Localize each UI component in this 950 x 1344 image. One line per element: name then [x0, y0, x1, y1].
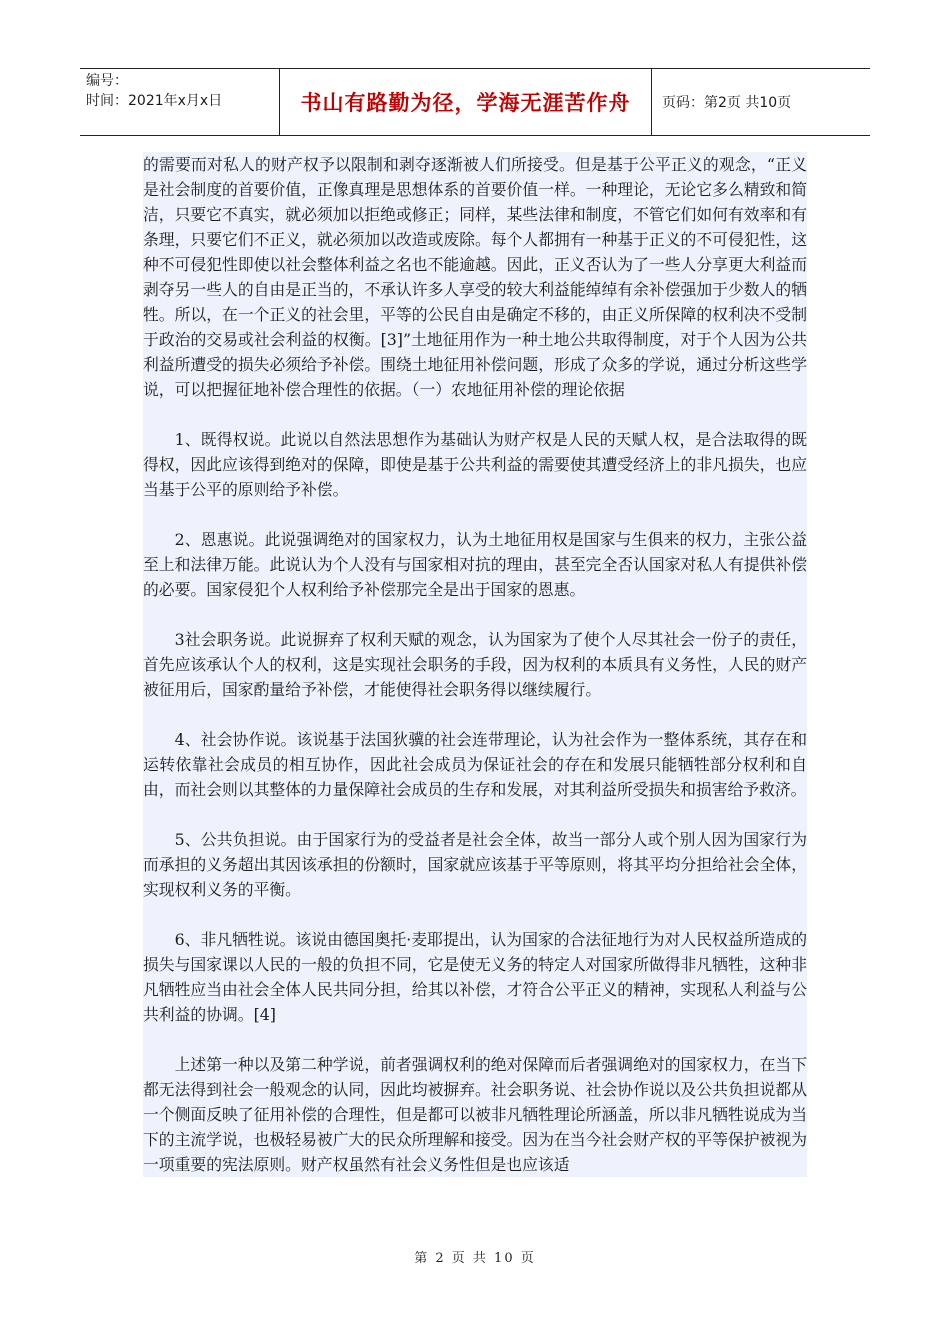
paragraph-theory-6: 6、非凡牺牲说。该说由德国奥托·麦耶提出，认为国家的合法征地行为对人民权益所造成的损失与国家课以人民的一般的负担不同，它是使无义务的特定人对国家所做得非凡牺牲，这种非凡牺牲应当由社会全体人民共同分担，给其以补偿，才符合公平正义的精神，实现私人利益与公共利益的协调。[4]: [143, 930, 807, 1024]
header-page-number: 页码：第2页 共10页: [662, 95, 792, 111]
document-code-label: 编号：: [86, 73, 128, 89]
page-footer: 第 2 页 共 10 页: [414, 1251, 536, 1266]
paragraph-theory-1: 1、既得权说。此说以自然法思想作为基础认为财产权是人民的天赋人权，是合法取得的既得权，因此应该得到绝对的保障，即使是基于公共利益的需要使其遭受经济上的非凡损失，也应当基于公平的原则给予补偿。: [143, 430, 807, 499]
paragraph-theory-2: 2、恩惠说。此说强调绝对的国家权力，认为土地征用权是国家与生俱来的权力，主张公益至上和法律万能。此说认为个人没有与国家相对抗的理由，甚至完全否认国家对私人有提供补偿的必要。国家侵犯个人权利给予补偿那完全是出于国家的恩惠。: [143, 530, 807, 599]
paragraph-theory-5: 5、公共负担说。由于国家行为的受益者是社会全体，故当一部分人或个别人因为国家行为而承担的义务超出其因该承担的份额时，国家就应该基于平等原则，将其平均分担给社会全体，实现权利义务的平衡。: [143, 830, 807, 899]
header-motto: 书山有路勤为径，学海无涯苦作舟: [280, 69, 652, 135]
paragraph-theory-4: 4、社会协作说。该说基于法国狄骥的社会连带理论，认为社会作为一整体系统，其存在和运转依靠社会成员的相互协作，因此社会成员为保证社会的存在和发展只能牺牲部分权利和自由，而社会则以其整体的力量保障社会成员的生存和发展，对其利益所受损失和损害给予救济。: [143, 730, 807, 799]
page-header: [80, 68, 870, 136]
document-date: 时间：2021年x月x日: [86, 93, 223, 109]
document-body: [143, 152, 807, 1177]
paragraph-continuation: 的需要而对私人的财产权予以限制和剥夺逐渐被人们所接受。但是基于公平正义的观念，“正义是社会制度的首要价值，正像真理是思想体系的首要价值一样。一种理论，无论它多么精致和简洁，只要它不真实，就必须加以拒绝或修正；同样，某些法律和制度，不管它们如何有效率和有条理，只要它们不正义，就必须加以改造或废除。每个人都拥有一种基于正义的不可侵犯性，这种不可侵犯性即使以社会整体利益之名也不能逾越。因此，正义否认为了一些人分享更大利益而剥夺另一些人的自由是正当的，不承认许多人享受的较大利益能绰绰有余补偿强加于少数人的牺牲。所以，在一个正义的社会里，平等的公民自由是确定不移的，由正义所保障的权利决不受制于政治的交易或社会利益的权衡。[3]”土地征用作为一种土地公共取得制度，对于个人因为公共利益所遭受的损失必须给予补偿。围绕土地征用补偿问题，形成了众多的学说，通过分析这些学说，可以把握征地补偿合理性的依据。（一）农地征用补偿的理论依据: [143, 155, 807, 399]
paragraph-summary: 上述第一种以及第二种学说，前者强调权利的绝对保障而后者强调绝对的国家权力，在当下都无法得到社会一般观念的认同，因此均被摒弃。社会职务说、社会协作说以及公共负担说都从一个侧面反映了征用补偿的合理性，但是都可以被非凡牺牲理论所涵盖，所以非凡牺牲说成为当下的主流学说，也极轻易被广大的民众所理解和接受。因为在当今社会财产权的平等保护被视为一项重要的宪法原则。财产权虽然有社会义务性但是也应该适: [143, 1055, 807, 1174]
paragraph-theory-3: 3社会职务说。此说摒弃了权利天赋的观念，认为国家为了使个人尽其社会一份子的责任，首先应该承认个人的权利，这是实现社会职务的手段，因为权利的本质具有义务性，人民的财产被征用后，国家酌量给予补偿，才能使得社会职务得以继续履行。: [143, 630, 807, 699]
header-meta: [80, 69, 280, 135]
